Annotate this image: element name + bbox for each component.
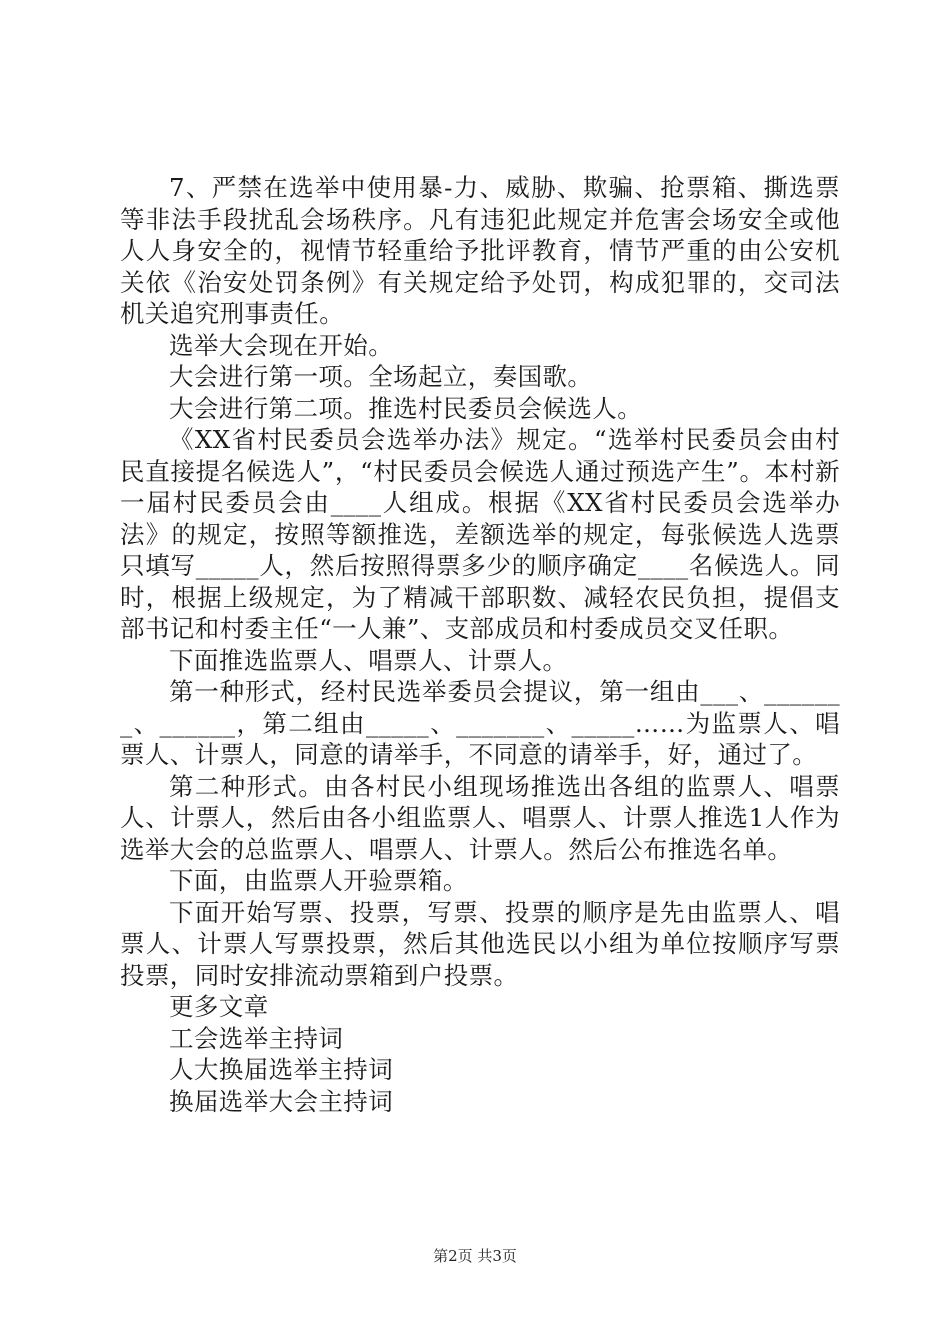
paragraph-form-one: 第一种形式，经村民选举委员会提议，第一组由___、_______、______，第二组由_____、_______、_____……为监票人、唱票人、计票人，同意的请举手，不同意的请举手，好，通过了。: [120, 677, 840, 769]
more-articles-list: [120, 1023, 840, 1118]
paragraph-rule-7: 7、严禁在选举中使用暴-力、威胁、欺骗、抢票箱、撕选票等非法手段扰乱会场秩序。凡有违犯此规定并危害会场安全或他人人身安全的，视情节轻重给予批评教育，情节严重的由公安机关依《治安处罚条例》有关规定给予处罚，构成犯罪的，交司法机关追究刑事责任。: [120, 173, 840, 328]
page-number: 第2页 共3页: [433, 1247, 517, 1265]
more-article-link[interactable]: 工会选举主持词: [169, 1023, 344, 1053]
page-footer: [0, 1246, 950, 1266]
paragraph-form-two: 第二种形式。由各村民小组现场推选出各组的监票人、唱票人、计票人，然后由各小组监票人、唱票人、计票人推选1人作为选举大会的总监票人、唱票人、计票人。然后公布推选名单。: [120, 771, 840, 864]
paragraph-item-one: 大会进行第一项。全场起立，奏国歌。: [169, 362, 593, 391]
more-article-link[interactable]: 换届选举大会主持词: [169, 1086, 394, 1116]
paragraph-meeting-start: 选举大会现在开始。: [169, 330, 394, 360]
paragraph-open-ballot-box: 下面，由监票人开验票箱。: [169, 866, 468, 895]
paragraph-election-rules: 《XX省村民委员会选举办法》规定。“选举村民委员会由村民直接提名候选人”，“村民委员会候选人通过预选产生”。本村新一届村民委员会由____人组成。根据《XX省村民委员会选举办法》的规定，按照等额推选，差额选举的规定，每张候选人选票只填写_____人，然后按照得票多少的顺序确定____名候选人。同时，根据上级规定，为了精减干部职数、减轻农民负担，提倡支部书记和村委主任“一人兼”、支部成员和村委成员交叉任职。: [120, 425, 840, 643]
paragraph-voting-order: 下面开始写票、投票，写票、投票的顺序是先由监票人、唱票人、计票人写票投票，然后其他选民以小组为单位按顺序写票投票，同时安排流动票箱到户投票。: [120, 897, 840, 990]
paragraph-item-two: 大会进行第二项。推选村民委员会候选人。: [169, 393, 643, 423]
paragraph-select-tellers: 下面推选监票人、唱票人、计票人。: [169, 645, 568, 675]
document-body: [120, 172, 840, 1117]
more-articles-heading: 更多文章: [169, 992, 269, 1021]
more-article-link[interactable]: 人大换届选举主持词: [169, 1055, 394, 1084]
